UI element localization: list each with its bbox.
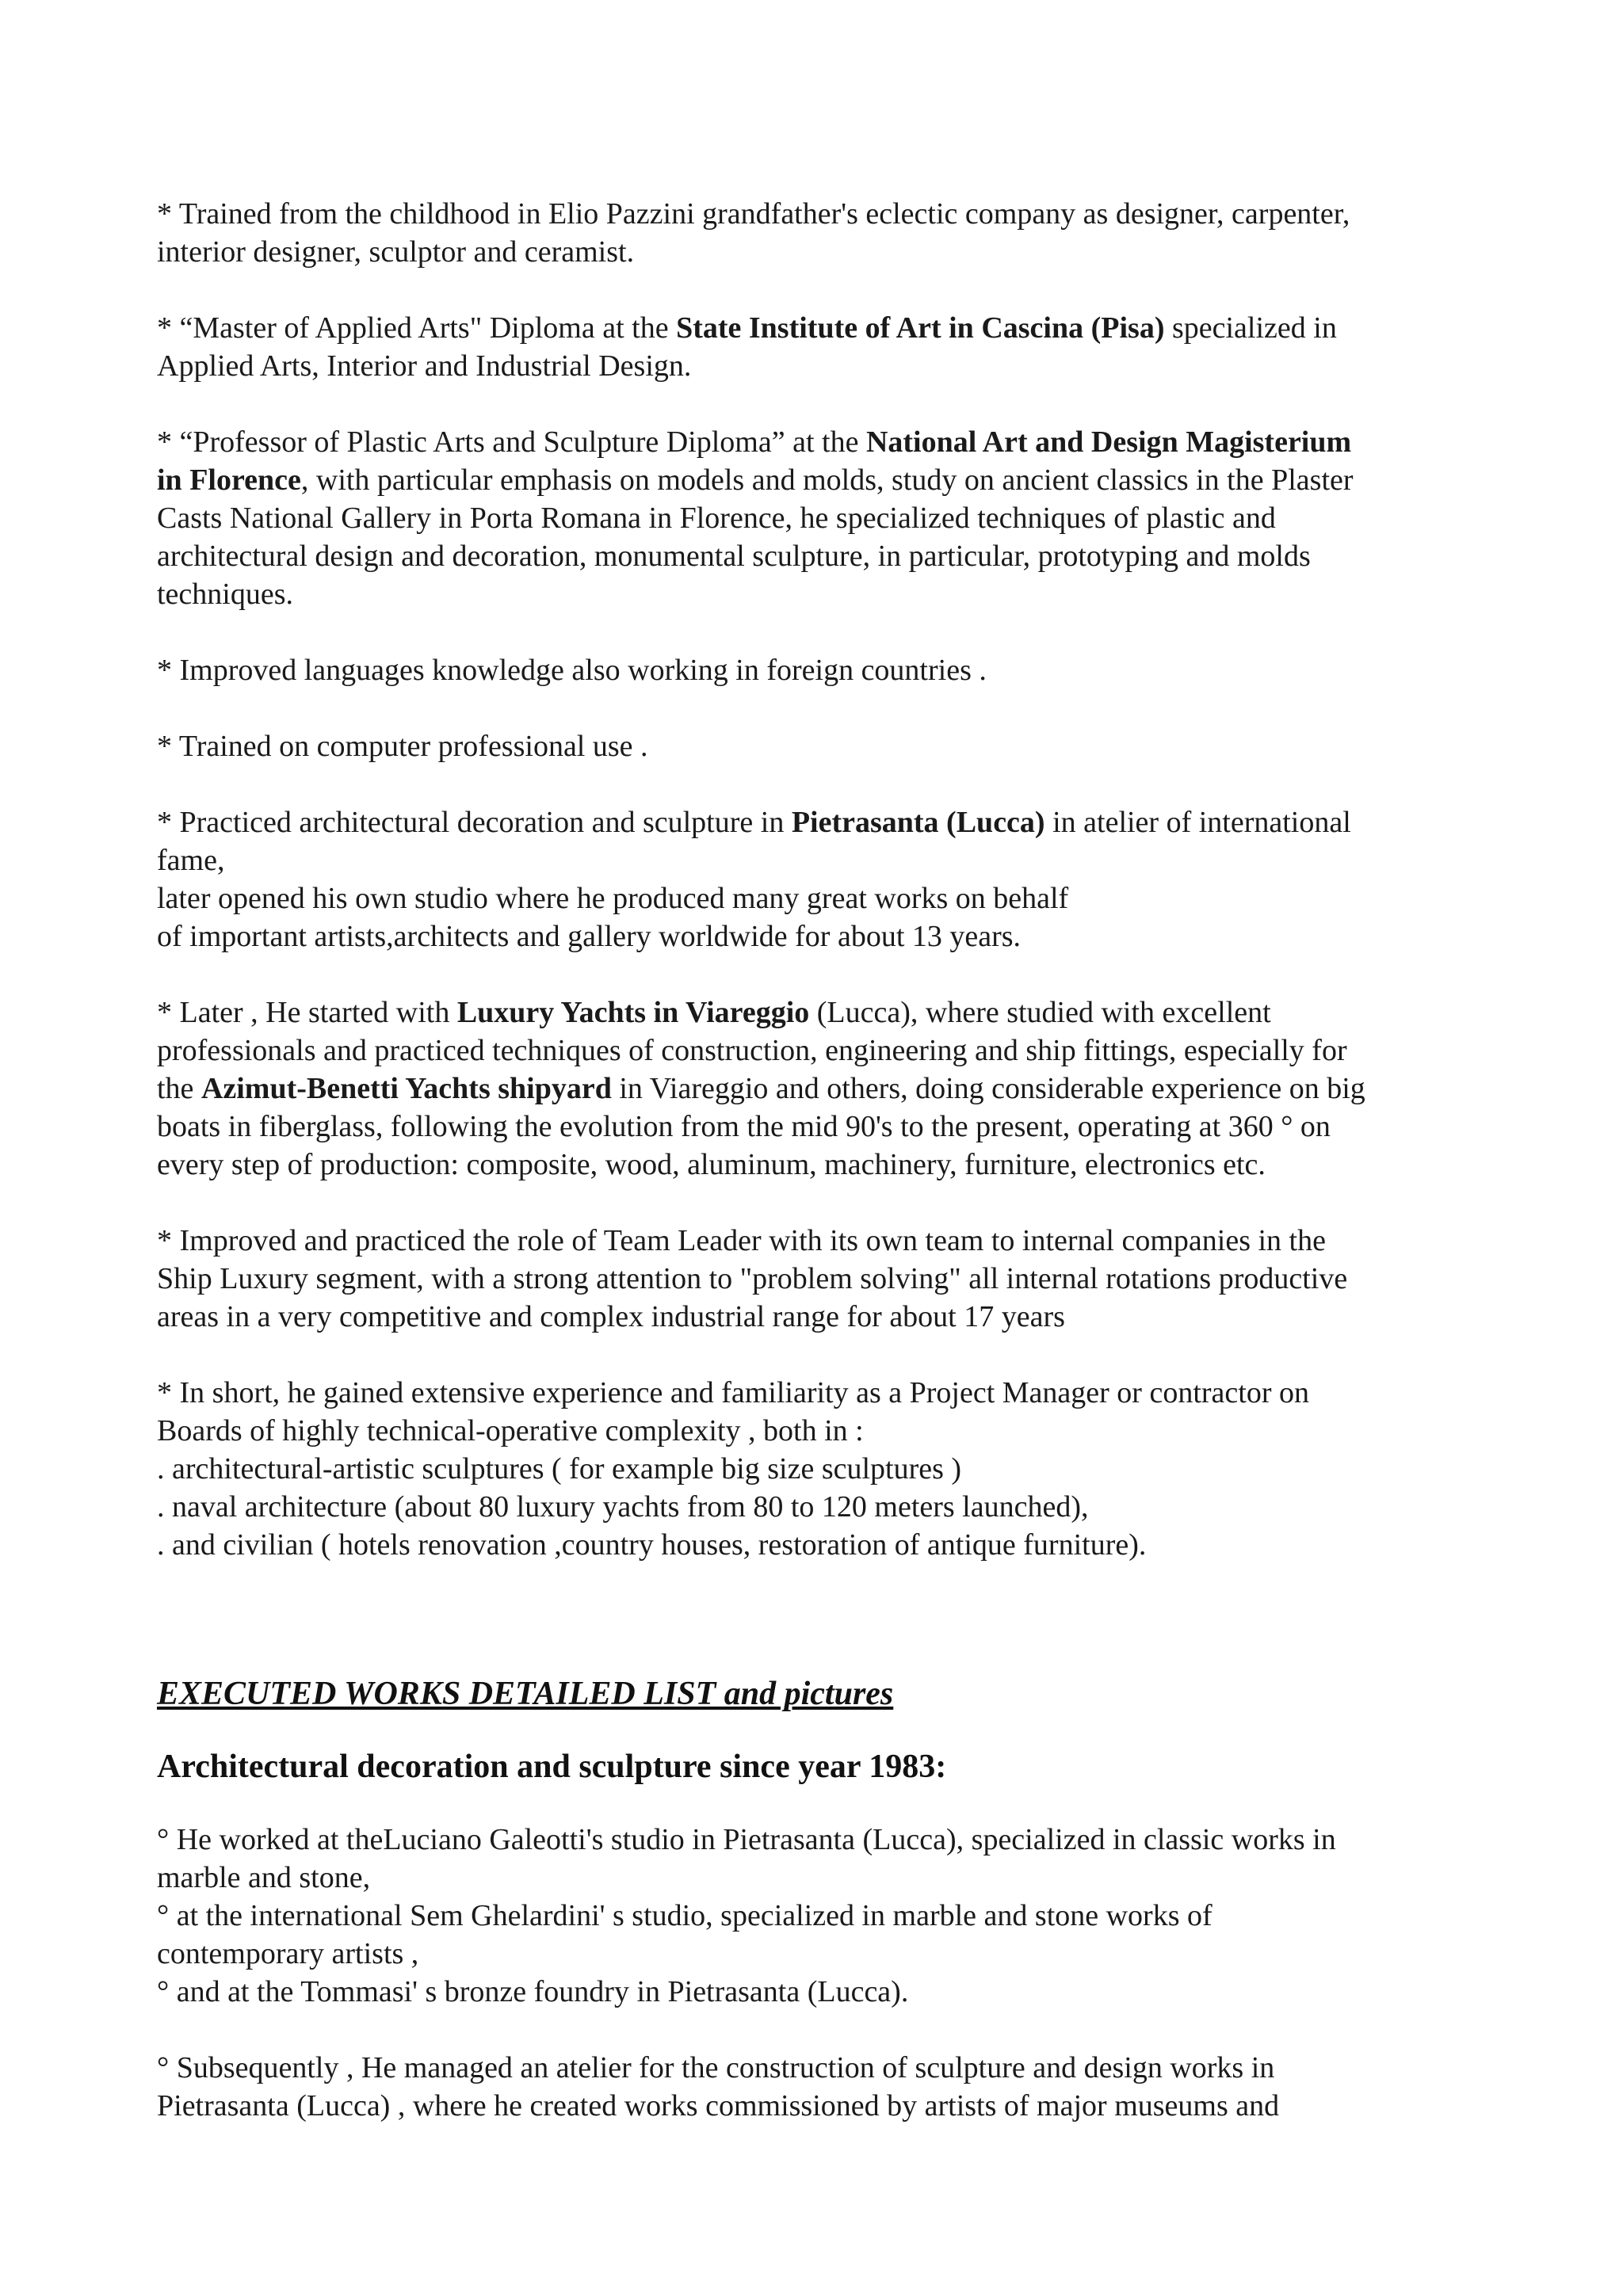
text-line: Casts National Gallery in Porta Romana in Florence, he specialized techniques of plastic and [157, 502, 1276, 535]
text-line: boats in fiberglass, following the evolution from the mid 90's to the present, operating at 360 ° on [157, 1110, 1331, 1143]
text-line: Pietrasanta (Lucca) , where he created works commissioned by artists of major museums and [157, 2089, 1280, 2122]
institution-location: in Florence [157, 463, 301, 497]
text-line: Ship Luxury segment, with a strong attention to "problem solving" all internal rotations productive [157, 1262, 1348, 1295]
text-line: every step of production: composite, wood, aluminum, machinery, furniture, electronics etc. [157, 1148, 1266, 1181]
text-line: ° Subsequently , He managed an atelier for the construction of sculpture and design works in [157, 2051, 1275, 2084]
text-run: specialized in [1164, 311, 1337, 345]
text-line: Applied Arts, Interior and Industrial Design. [157, 349, 692, 383]
list-item: . and civilian ( hotels renovation ,country houses, restoration of antique furniture). [157, 1528, 1147, 1562]
text-run: * Later , He started with [157, 996, 457, 1029]
text-run: * “Professor of Plastic Arts and Sculpture Diploma” at the [157, 425, 866, 459]
text-line: Boards of highly technical-operative complexity , both in : [157, 1414, 864, 1447]
paragraph-atelier [157, 2049, 1504, 2125]
list-item: . architectural-artistic sculptures ( for example big size sculptures ) [157, 1452, 962, 1486]
paragraph-luxury-yachts [157, 994, 1504, 1184]
text-run: (Lucca), where studied with excellent [809, 996, 1271, 1029]
text-line [157, 461, 1504, 499]
text-line: ° and at the Tommasi' s bronze foundry in Pietrasanta (Lucca). [157, 1975, 909, 2008]
text-run: in Viareggio and others, doing considerable experience on big [611, 1072, 1365, 1105]
text-line [157, 423, 1504, 461]
text-line: techniques. [157, 578, 294, 611]
text-line: areas in a very competitive and complex industrial range for about 17 years [157, 1300, 1065, 1333]
text-line: later opened his own studio where he produced many great works on behalf [157, 882, 1069, 915]
text-line [157, 309, 1504, 347]
text-line: fame, [157, 844, 225, 877]
text-line: architectural design and decoration, monumental sculpture, in particular, prototyping and molds [157, 540, 1311, 573]
text-line: ° He worked at theLuciano Galeotti's studio in Pietrasanta (Lucca), specialized in classic works in [157, 1823, 1336, 1856]
paragraph-studios [157, 1821, 1504, 2011]
subsection-heading-architectural: Architectural decoration and sculpture since year 1983: [157, 1749, 947, 1785]
list-item: . naval architecture (about 80 luxury yachts from 80 to 120 meters launched), [157, 1490, 1089, 1524]
text-line: ° at the international Sem Ghelardini' s studio, specialized in marble and stone works of [157, 1899, 1212, 1932]
industry-name: Luxury Yachts in Viareggio [456, 996, 810, 1029]
institution-name: State Institute of Art in Cascina (Pisa) [676, 311, 1165, 345]
text-run: * Practiced architectural decoration and sculpture in [157, 806, 792, 839]
text-run: the [157, 1072, 201, 1105]
text-run: , with particular emphasis on models and molds, study on ancient classics in the Plaster [300, 463, 1354, 497]
paragraph-computer-training [157, 727, 1504, 765]
text-line: contemporary artists , [157, 1937, 419, 1970]
paragraph-languages [157, 651, 1504, 689]
paragraph-sculpture-diploma [157, 423, 1504, 613]
text-line: * Trained on computer professional use . [157, 730, 648, 763]
text-line: interior designer, sculptor and ceramist. [157, 235, 635, 269]
text-line: * Improved languages knowledge also working in foreign countries . [157, 654, 987, 687]
section-heading-executed-works: EXECUTED WORKS DETAILED LIST and pictures [157, 1676, 894, 1712]
biography-section [157, 195, 1504, 1602]
text-line: * In short, he gained extensive experience and familiarity as a Project Manager or contractor on [157, 1376, 1309, 1409]
paragraph-summary [157, 1374, 1504, 1564]
shipyard-name: Azimut-Benetti Yachts shipyard [200, 1072, 612, 1105]
text-line: * Improved and practiced the role of Team Leader with its own team to internal companies in the [157, 1224, 1326, 1257]
paragraph-team-leader [157, 1222, 1504, 1336]
text-line: marble and stone, [157, 1861, 371, 1894]
paragraph-applied-arts-diploma [157, 309, 1504, 385]
text-line [157, 1070, 1504, 1108]
institution-name: National Art and Design Magisterium [865, 425, 1352, 459]
works-section [157, 1672, 1504, 2163]
paragraph-childhood-training [157, 195, 1504, 271]
paragraph-pietrasanta-practice [157, 803, 1504, 955]
text-run: * “Master of Applied Arts" Diploma at the [157, 311, 677, 345]
text-line: * Trained from the childhood in Elio Pazzini grandfather's eclectic company as designer, carpenter, [157, 197, 1350, 231]
text-run: in atelier of international [1044, 806, 1351, 839]
text-line [157, 803, 1504, 841]
text-line [157, 994, 1504, 1032]
location-name: Pietrasanta (Lucca) [791, 806, 1045, 839]
text-line: professionals and practiced techniques of construction, engineering and ship fittings, especially for [157, 1034, 1347, 1067]
text-line: of important artists,architects and gallery worldwide for about 13 years. [157, 920, 1022, 953]
